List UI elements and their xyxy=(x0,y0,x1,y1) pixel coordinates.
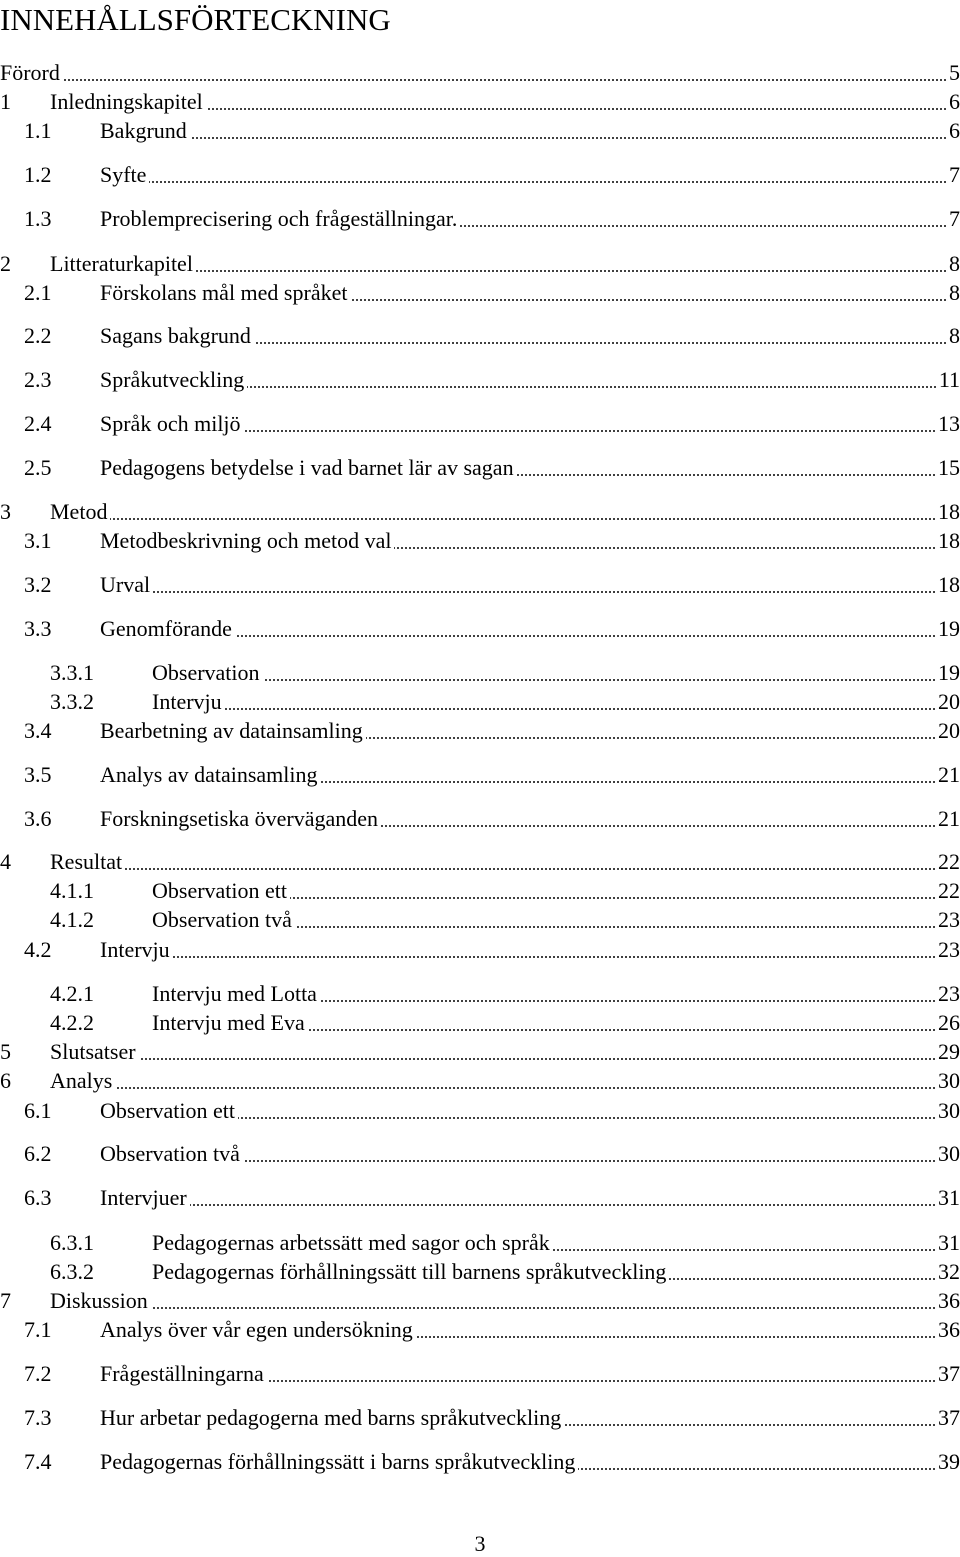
dot-leader xyxy=(225,708,936,710)
toc-entry-page: 18 xyxy=(938,528,960,553)
toc-entry-title: Sagans bakgrund xyxy=(100,323,251,348)
toc-entry-page: 20 xyxy=(938,689,960,714)
toc-entry xyxy=(0,279,960,307)
toc-entry-number: 7.3 xyxy=(24,1405,52,1430)
toc-entry-page: 18 xyxy=(938,572,960,597)
toc-entry xyxy=(0,88,960,116)
toc-entry-number: 4.1.2 xyxy=(50,907,94,932)
toc-entry xyxy=(0,1009,960,1037)
toc-entry-page: 30 xyxy=(938,1098,960,1123)
document-title: INNEHÅLLSFÖRTECKNING xyxy=(0,2,391,37)
dot-leader xyxy=(115,1087,936,1089)
dot-leader xyxy=(153,591,936,593)
toc-entry-title: Pedagogernas förhållningssätt till barnens språkutveckling xyxy=(152,1259,667,1284)
toc-entry-page: 23 xyxy=(938,981,960,1006)
toc-entry-number: 6 xyxy=(0,1068,11,1093)
toc-entry-number: 2.4 xyxy=(24,411,52,436)
dot-leader xyxy=(263,679,936,681)
toc-entry-title: Resultat xyxy=(50,849,123,874)
toc-entry xyxy=(0,688,960,716)
toc-entry-number: 2.1 xyxy=(24,280,52,305)
toc-entry-title: Syfte xyxy=(100,162,147,187)
dot-leader xyxy=(290,897,936,899)
toc-entry xyxy=(0,527,960,555)
toc-entry-number: 3.4 xyxy=(24,718,52,743)
dot-leader xyxy=(578,1468,936,1470)
toc-entry-page: 15 xyxy=(938,455,960,480)
toc-entry xyxy=(0,1287,960,1315)
toc-entry xyxy=(0,906,960,934)
toc-entry-title: Observation ett xyxy=(100,1098,236,1123)
toc-entry xyxy=(0,1258,960,1286)
toc-entry-page: 7 xyxy=(949,206,960,231)
toc-entry-title: Inledningskapitel xyxy=(50,89,203,114)
toc-entry xyxy=(0,454,960,482)
toc-entry-page: 11 xyxy=(938,367,960,392)
toc-entry-title: Förord xyxy=(0,60,60,85)
toc-entry-title: Bakgrund xyxy=(100,118,187,143)
dot-leader xyxy=(320,1000,936,1002)
dot-leader xyxy=(394,547,936,549)
toc-entry xyxy=(0,761,960,789)
toc-entry-title: Frågeställningarna xyxy=(100,1361,264,1386)
toc-entry-page: 6 xyxy=(949,118,960,143)
toc-entry-number: 4.2 xyxy=(24,937,52,962)
toc-entry-page: 30 xyxy=(938,1141,960,1166)
toc-entry-page: 39 xyxy=(938,1449,960,1474)
toc-entry-page: 37 xyxy=(938,1405,960,1430)
toc-entry-number: 4.2.1 xyxy=(50,981,94,1006)
toc-entry xyxy=(0,1448,960,1476)
toc-entry-number: 7 xyxy=(0,1288,11,1313)
toc-entry xyxy=(0,936,960,964)
dot-leader xyxy=(139,1058,936,1060)
toc-entry-number: 1.3 xyxy=(24,206,52,231)
toc-entry-number: 3.6 xyxy=(24,806,52,831)
toc-entry-page: 8 xyxy=(949,323,960,348)
dot-leader xyxy=(125,868,936,870)
toc-entry-title: Intervju xyxy=(152,689,222,714)
toc-entry-title: Förskolans mål med språket xyxy=(100,280,348,305)
dot-leader xyxy=(460,225,947,227)
toc-entry-page: 21 xyxy=(938,762,960,787)
toc-entry-title: Intervjuer xyxy=(100,1185,187,1210)
toc-entry-title: Litteraturkapitel xyxy=(50,251,193,276)
toc-entry-number: 1.1 xyxy=(24,118,52,143)
dot-leader xyxy=(254,342,947,344)
toc-entry-page: 8 xyxy=(949,280,960,305)
toc-entry xyxy=(0,615,960,643)
toc-entry xyxy=(0,1404,960,1432)
dot-leader xyxy=(190,1204,936,1206)
toc-entry xyxy=(0,805,960,833)
toc-entry-number: 6.3.1 xyxy=(50,1230,94,1255)
dot-leader xyxy=(247,386,937,388)
dot-leader xyxy=(295,926,936,928)
toc-entry-page: 23 xyxy=(938,907,960,932)
toc-entry xyxy=(0,250,960,278)
toc-entry-title: Observation ett xyxy=(152,878,288,903)
toc-entry-page: 37 xyxy=(938,1361,960,1386)
toc-entry-page: 23 xyxy=(938,937,960,962)
toc-entry xyxy=(0,848,960,876)
toc-entry-title: Metod xyxy=(50,499,108,524)
toc-entry-title: Bearbetning av datainsamling xyxy=(100,718,363,743)
dot-leader xyxy=(196,270,947,272)
toc-entry-page: 30 xyxy=(938,1068,960,1093)
toc-entry-title: Språkutveckling xyxy=(100,367,245,392)
toc-entry-number: 7.1 xyxy=(24,1317,52,1342)
toc-entry-number: 3.2 xyxy=(24,572,52,597)
dot-leader xyxy=(190,137,947,139)
toc-entry-title: Intervju med Eva xyxy=(152,1010,305,1035)
toc-entry-number: 2.2 xyxy=(24,323,52,348)
toc-entry xyxy=(0,717,960,745)
toc-entry-title: Genomförande xyxy=(100,616,232,641)
toc-entry-title: Observation xyxy=(152,660,260,685)
dot-leader xyxy=(350,299,947,301)
toc-entry-title: Analys över vår egen undersökning xyxy=(100,1317,413,1342)
toc-entry-page: 22 xyxy=(938,849,960,874)
page-number: 3 xyxy=(474,1531,486,1556)
toc-entry xyxy=(0,980,960,1008)
toc-entry-page: 26 xyxy=(938,1010,960,1035)
toc-entry-title: Intervju med Lotta xyxy=(152,981,317,1006)
dot-leader xyxy=(308,1029,936,1031)
toc-entry-page: 36 xyxy=(938,1317,960,1342)
dot-leader xyxy=(366,737,936,739)
dot-leader xyxy=(564,1424,936,1426)
toc-entry-number: 2 xyxy=(0,251,11,276)
toc-entry-title: Pedagogernas förhållningssätt i barns språkutveckling xyxy=(100,1449,576,1474)
toc-entry xyxy=(0,410,960,438)
toc-entry-page: 8 xyxy=(949,251,960,276)
toc-entry-number: 4 xyxy=(0,849,11,874)
dot-leader xyxy=(416,1336,936,1338)
toc-entry-number: 3.1 xyxy=(24,528,52,553)
toc-entry-number: 3.3 xyxy=(24,616,52,641)
toc-entry-number: 2.3 xyxy=(24,367,52,392)
toc-entry-title: Analys xyxy=(50,1068,113,1093)
toc-entry xyxy=(0,1316,960,1344)
toc-entry-number: 1.2 xyxy=(24,162,52,187)
toc-entry-title: Observation två xyxy=(152,907,292,932)
toc-entry xyxy=(0,366,960,394)
toc-entry-number: 6.3.2 xyxy=(50,1259,94,1284)
toc-entry-title: Pedagogens betydelse i vad barnet lär av sagan xyxy=(100,455,514,480)
toc-entry xyxy=(0,659,960,687)
toc-entry xyxy=(0,205,960,233)
toc-entry xyxy=(0,322,960,350)
toc-entry-number: 6.1 xyxy=(24,1098,52,1123)
dot-leader xyxy=(173,956,936,958)
toc-entry-page: 31 xyxy=(938,1185,960,1210)
toc-entry-number: 4.2.2 xyxy=(50,1010,94,1035)
toc-entry-page: 5 xyxy=(949,60,960,85)
toc-entry xyxy=(0,498,960,526)
toc-entry-number: 4.1.1 xyxy=(50,878,94,903)
toc-entry xyxy=(0,1229,960,1257)
dot-leader xyxy=(321,781,936,783)
toc-entry-title: Problemprecisering och frågeställningar. xyxy=(100,206,458,231)
dot-leader xyxy=(149,181,947,183)
toc-entry-title: Hur arbetar pedagogerna med barns språkutveckling xyxy=(100,1405,562,1430)
toc-entry-number: 3.3.1 xyxy=(50,660,94,685)
toc-entry-number: 6.2 xyxy=(24,1141,52,1166)
toc-entry-page: 6 xyxy=(949,89,960,114)
toc-entry xyxy=(0,1184,960,1212)
dot-leader xyxy=(669,1278,936,1280)
toc-entry-title: Slutsatser xyxy=(50,1039,136,1064)
toc-entry-title: Analys av datainsamling xyxy=(100,762,318,787)
toc-entry-number: 6.3 xyxy=(24,1185,52,1210)
dot-leader xyxy=(553,1249,936,1251)
toc-entry xyxy=(0,1067,960,1095)
toc-entry-number: 2.5 xyxy=(24,455,52,480)
toc-entry-title: Diskussion xyxy=(50,1288,148,1313)
dot-leader xyxy=(243,1160,936,1162)
toc-entry-title: Språk och miljö xyxy=(100,411,241,436)
dot-leader xyxy=(206,108,947,110)
dot-leader xyxy=(151,1307,936,1309)
toc-entry-number: 7.4 xyxy=(24,1449,52,1474)
dot-leader xyxy=(381,825,936,827)
toc-entry-page: 31 xyxy=(938,1230,960,1255)
toc-entry xyxy=(0,1360,960,1388)
dot-leader xyxy=(244,430,936,432)
toc-entry-page: 18 xyxy=(938,499,960,524)
toc-entry xyxy=(0,117,960,145)
toc-entry xyxy=(0,1038,960,1066)
toc-entry-page: 13 xyxy=(938,411,960,436)
toc-entry xyxy=(0,59,960,87)
toc-entry-page: 7 xyxy=(949,162,960,187)
dot-leader xyxy=(63,79,947,81)
toc-entry xyxy=(0,1097,960,1125)
toc-entry xyxy=(0,571,960,599)
toc-entry-page: 32 xyxy=(938,1259,960,1284)
dot-leader xyxy=(110,518,936,520)
toc-entry-page: 19 xyxy=(938,660,960,685)
toc-entry-number: 7.2 xyxy=(24,1361,52,1386)
toc-entry xyxy=(0,877,960,905)
toc-entry-number: 3.5 xyxy=(24,762,52,787)
toc-entry-page: 29 xyxy=(938,1039,960,1064)
dot-leader xyxy=(235,635,936,637)
dot-leader xyxy=(517,474,936,476)
toc-entry-title: Observation två xyxy=(100,1141,240,1166)
dot-leader xyxy=(238,1117,936,1119)
toc-entry-title: Urval xyxy=(100,572,151,597)
toc-entry-number: 1 xyxy=(0,89,11,114)
toc-entry-number: 3.3.2 xyxy=(50,689,94,714)
toc-entry-page: 36 xyxy=(938,1288,960,1313)
toc-entry-number: 5 xyxy=(0,1039,11,1064)
toc-entry-page: 20 xyxy=(938,718,960,743)
toc-entry xyxy=(0,161,960,189)
toc-entry-title: Forskningsetiska överväganden xyxy=(100,806,378,831)
toc-entry-page: 19 xyxy=(938,616,960,641)
toc-entry-title: Pedagogernas arbetssätt med sagor och språk xyxy=(152,1230,550,1255)
toc-entry-number: 3 xyxy=(0,499,11,524)
toc-entry xyxy=(0,1140,960,1168)
toc-entry-title: Metodbeskrivning och metod val xyxy=(100,528,392,553)
toc-entry-page: 22 xyxy=(938,878,960,903)
toc-entry-title: Intervju xyxy=(100,937,170,962)
toc-entry-page: 21 xyxy=(938,806,960,831)
dot-leader xyxy=(267,1380,936,1382)
